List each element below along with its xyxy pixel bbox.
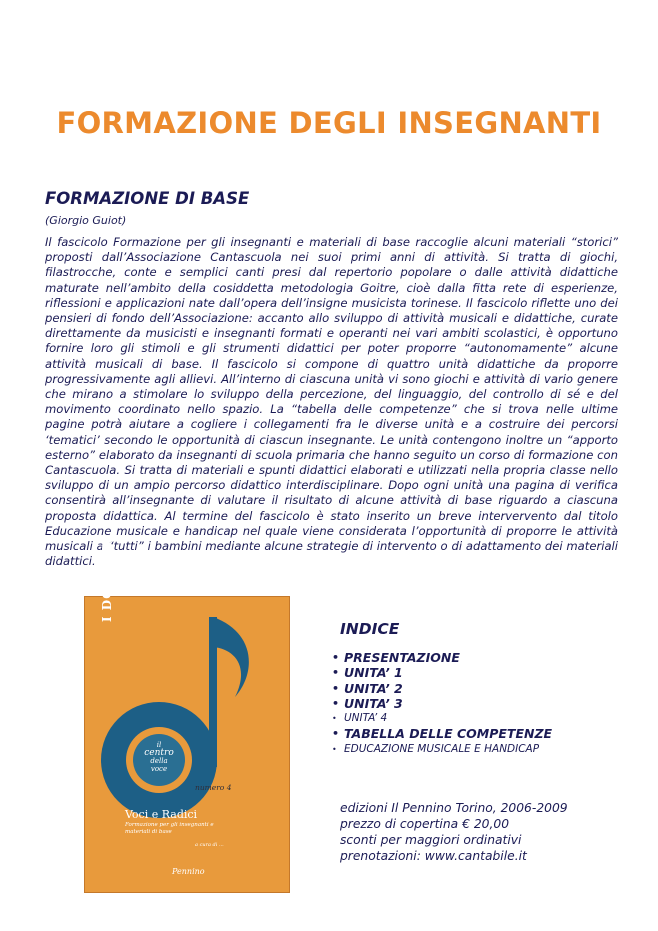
page-title: FORMAZIONE DEGLI INSEGNANTI: [56, 106, 602, 140]
price-line: prezzo di copertina € 20,00: [340, 817, 510, 831]
section-body: Il fascicolo Formazione per gli insegnanti e materiali di base raccoglie alcuni materiali “storici” proposti dall’Associazione Cantascuola nei suoi primi anni di attività. Si tratta di giochi, filastrocche, conte e semplici canti presi dal repertorio popolare o dalle attività didattiche maturate nell’ambito della cosiddetta metodologia Goitre, cioè dalla fitta rete di esperienze, riflessioni e applicazioni nate dall’opera dell’insigne musicista torinese. Il fascicolo riflette uno dei pensieri di fondo dell’Associazione: accanto allo sviluppo di attività musicali e didattiche, curate direttamente da musicisti e insegnanti formati e operanti nei vari ambiti scolastici, è opportuno fornire loro gli stimoli e gli strumenti didattici per poter proporre “autonomamente” alcune attività musicali di base. Il fascicolo si compone di quattro unità didattiche da proporre progressivamente agli allievi. All’interno di ciascuna unità vi sono giochi e attività di vario genere che mirano a stimolare lo sviluppo della percezione, del linguaggio, del controllo di sé e del movimento coordinato nello spazio. La “tabella delle competenze” che si trova nelle ultime pagine potrà aiutare a cogliere i collegamenti fra le diverse unità e a costruire dei percorsi ‘tematici’ secondo le opportunità di ciascun insegnante. Le unità contengono inoltre un “apporto esterno” elaborato da insegnanti di scuola primaria che hanno seguito un corso di formazione con Cantascuola. Si tratta di materiali e spunti didattici elaborati e utilizzati nella propria classe nello sviluppo di un ampio percorso didattico interdisciplinare. Dopo ogni unità una pagina di verifica consentirà all’insegnante di valutare il risultato di alcune attività di base riguardo a ciascuna proposta didattica. Al termine del fascicolo è stato inserito un breve intervervento dal titolo Educazione musicale e handicap nel quale viene considerata l’opportunità di proporre le attività musicali a “tutti” i bambini mediante alcune strategie di intervento o di adattamento dei materiali didattici.: [45, 235, 618, 569]
publisher-logo: Pennino: [172, 867, 205, 876]
index-item-unita-1: [332, 665, 552, 680]
index-item-unita-3: [332, 696, 552, 711]
index-item-label: TABELLA DELLE COMPETENZE: [344, 726, 553, 742]
bullet-icon: •: [332, 696, 340, 710]
index-heading: INDICE: [340, 620, 400, 638]
discount-line: sconti per maggiori ordinativi: [340, 833, 522, 847]
section-author: (Giorgio Guiot): [45, 214, 127, 227]
bullet-icon: •: [332, 714, 337, 724]
cover-series-label: I DOSSIER: [100, 540, 114, 622]
badge-line: della: [150, 757, 168, 765]
booking-line: prenotazioni: www.cantabile.it: [340, 849, 527, 863]
bullet-icon: •: [332, 727, 340, 741]
cover-badge: [134, 741, 184, 773]
index-item-tabella: [332, 726, 552, 741]
bullet-icon: •: [332, 651, 340, 664]
bullet-icon: •: [332, 744, 337, 754]
index-item-label: EDUCAZIONE MUSICALE E HANDICAP: [344, 742, 540, 755]
index-item-presentazione: [332, 650, 552, 665]
cover-number: numero 4: [195, 783, 232, 792]
bullet-icon: •: [332, 666, 340, 680]
index-item-label: UNITA’ 2: [344, 680, 403, 696]
badge-line: il: [156, 741, 162, 749]
index-item-label: PRESENTAZIONE: [344, 650, 460, 665]
cover-title: Voci e Radici: [125, 808, 198, 821]
cover-subtitle: Formazione per gli insegnanti e materiali di base: [125, 822, 214, 835]
index-item-label: UNITA’ 1: [344, 665, 403, 681]
index-item-label: UNITA’ 3: [344, 695, 403, 711]
book-cover-image: [84, 596, 290, 893]
index-item-unita-4: [332, 711, 552, 726]
index-item-handicap: [332, 742, 552, 757]
index-list: [332, 650, 552, 757]
publisher-line: edizioni Il Pennino Torino, 2006-2009: [340, 801, 568, 815]
music-note-icon: [85, 597, 290, 893]
publication-info: [340, 800, 568, 864]
index-item-label: UNITA’ 4: [344, 712, 388, 725]
index-item-unita-2: [332, 681, 552, 696]
badge-line: centro: [144, 748, 174, 758]
bullet-icon: •: [332, 681, 340, 695]
badge-line: voce: [150, 765, 168, 773]
section-heading: FORMAZIONE DI BASE: [45, 189, 250, 208]
cover-subtitle-note: a cura di ...: [195, 842, 224, 848]
